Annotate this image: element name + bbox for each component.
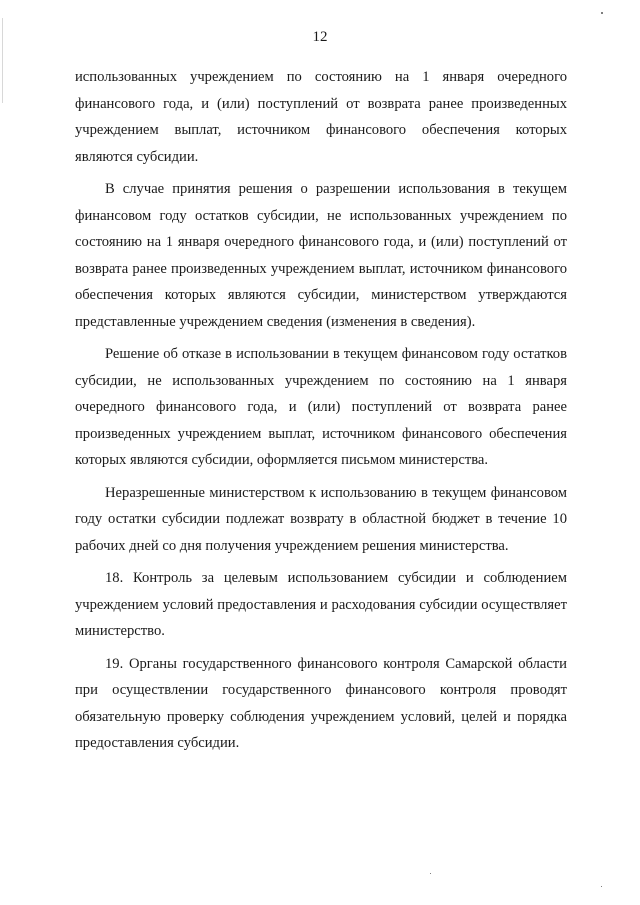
scan-speck [601, 886, 602, 887]
document-body [75, 64, 567, 757]
scan-speck [430, 873, 431, 874]
page-number: 12 [312, 29, 328, 45]
paragraph-permission-decision: В случае принятия решения о разрешении использования в текущем финансовом году остатков субсидии, не использованных учреждением по состоянию на 1 января очередного финансового года, и (или) поступлений от возврата ранее произведенных учреждением выплат, источником финансового обеспечения которых являются субсидии, министерством утверждаются представленные учреждением сведения (изменения в сведения). [75, 181, 567, 330]
paragraph-item-18: 18. Контроль за целевым использованием субсидии и соблюдением учреждением условий предоставления и расходования субсидии осуществляет министерство. [75, 570, 567, 639]
paragraph-return-of-balances: Неразрешенные министерством к использованию в текущем финансовом году остатки субсидии подлежат возврату в областной бюджет в течение 10 рабочих дней со дня получения учреждением решения министерства. [75, 484, 567, 554]
paragraph-item-19: 19. Органы государственного финансового контроля Самарской области при осуществлении государственного финансового контроля проводят обязательную проверку соблюдения учреждением условий, целей и порядка предоставления субсидии. [75, 655, 567, 751]
scan-speck [601, 12, 603, 14]
paragraph-continuation: использованных учреждением по состоянию на 1 января очередного финансового года, и (или) поступлений от возврата ранее произведенных учреждением выплат, источником финансового обеспечения которых являются субсидии. [75, 69, 567, 165]
paragraph-refusal-decision: Решение об отказе в использовании в текущем финансовом году остатков субсидии, не использованных учреждением по состоянию на 1 января очередного финансового года, и (или) поступлений от возврата ранее произведенных учреждением выплат, источником финансового обеспечения которых являются субсидии, оформляется письмом министерства. [75, 346, 567, 468]
